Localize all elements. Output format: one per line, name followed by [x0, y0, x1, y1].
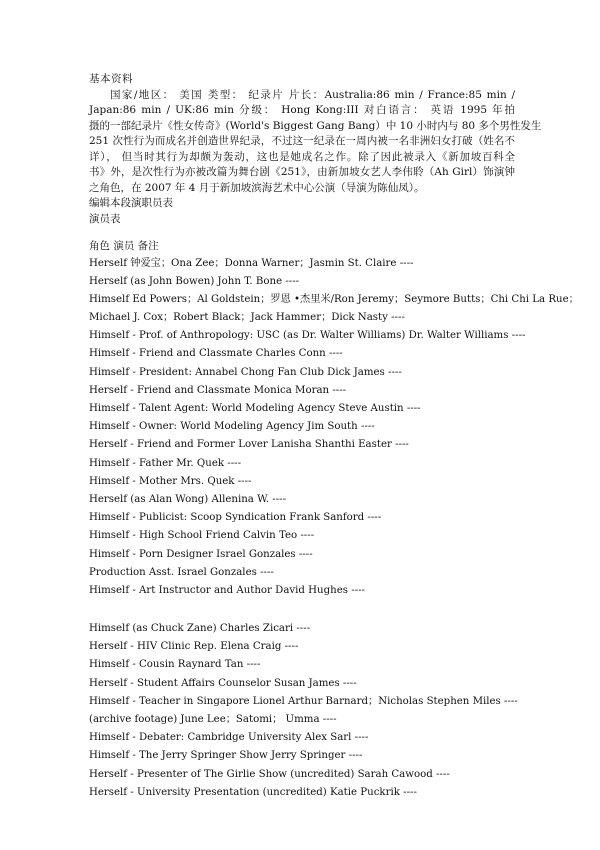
info-line: 摄的一部纪录片《性女传奇》(World's Biggest Gang Bang）中 10 小时内与 80 多个男性发生	[89, 119, 542, 132]
cast-row: Herself 钟爱宝；Ona Zee；Donna Warner；Jasmin St. Claire ----	[89, 257, 414, 269]
section-title: 基本资料	[89, 73, 133, 85]
cast-row: Himself - Debater: Cambridge University Alex Sarl ----	[89, 732, 369, 744]
cast-row: Himself - Teacher in Singapore Lionel Arthur Barnard；Nicholas Stephen Miles ----	[89, 695, 518, 707]
spacer	[89, 600, 515, 620]
cast-row: Herself - Friend and Classmate Monica Moran ----	[89, 384, 347, 396]
document-page	[89, 72, 579, 802]
cast-row: Himself - Publicist: Scoop Syndication Frank Sanford ----	[89, 512, 382, 524]
cast-row: Himself - Cousin Raynard Tan ----	[89, 659, 261, 671]
info-line: 详）， 但当时其行为却颇为轰动，这也是她成名之作。除了因此被录入《新加坡百科全	[89, 150, 515, 163]
cast-row: Himself - High School Friend Calvin Teo ----	[89, 530, 315, 542]
cast-row: Herself (as Alan Wong) Allenina W. ----	[89, 493, 287, 505]
cast-list-primary	[89, 255, 579, 601]
cast-row: Himself - Prof. of Anthropology: USC (as Dr. Walter Williams) Dr. Walter Williams ----	[89, 330, 526, 342]
info-paragraph	[89, 88, 542, 197]
cast-row: Michael J. Cox；Robert Black；Jack Hammer；Dick Nasty ----	[89, 312, 405, 324]
cast-row: Production Asst. Israel Gonzales ----	[89, 566, 274, 578]
cast-row: Herself - Student Affairs Counselor Susan James ----	[89, 677, 357, 689]
cast-row: Himself - The Jerry Springer Show Jerry Springer ----	[89, 750, 363, 762]
cast-row: Himself - Friend and Classmate Charles Conn ----	[89, 348, 343, 360]
cast-row: Herself - Friend and Former Lover Lanisha Shanthi Easter ----	[89, 439, 409, 451]
info-line: 251 次性行为而成名并创造世界纪录，不过这一纪录在一周内被一名非洲妇女打破（姓名不	[89, 135, 515, 147]
cast-row: Himself - Father Mr. Quek ----	[89, 457, 242, 469]
cast-title: 演员表	[89, 212, 121, 225]
cast-row: Himself - Art Instructor and Author David Hughes ----	[89, 584, 365, 596]
cast-row: Himself - Talent Agent: World Modeling Agency Steve Austin ----	[89, 403, 421, 414]
cast-row: (archive footage) June Lee；Satomi； Umma ----	[89, 714, 337, 725]
edit-section-link[interactable]: 编辑本段演职员表	[89, 197, 173, 209]
cast-row: Himself - Mother Mrs. Quek ----	[89, 475, 252, 487]
info-line: 之角色，在 2007 年 4 月于新加坡滨海艺术中心公演（导演为陈仙凤）。	[89, 181, 425, 194]
cast-row: Herself (as John Bowen) John T. Bone ----	[89, 275, 300, 287]
cast-row: Himself - Owner: World Modeling Agency Jim South ----	[89, 421, 375, 433]
spacer	[89, 227, 515, 239]
info-line: 国家/地区： 美国 类型： 纪录片 片长：Australia:86 min / France:85 min /	[110, 88, 515, 101]
cast-row: Himself - President: Annabel Chong Fan Club Dick James ----	[89, 366, 402, 378]
info-line: Japan:86 min / UK:86 min 分级： Hong Kong:III 对白语言： 英语 1995 年拍	[89, 104, 515, 116]
info-line: 书》外，是次性行为亦被改篇为舞台剧《251》，由新加坡女艺人李伟聆（Ah Girl）饰演钟	[89, 166, 515, 178]
cast-row: Herself - University Presentation (uncredited) Katie Puckrik ----	[89, 786, 417, 798]
cast-row: Herself - Presenter of The Girlie Show (uncredited) Sarah Cawood ----	[89, 768, 450, 780]
cast-row: Himself Ed Powers；Al Goldstein；罗恩 •杰里米/Ron Jeremy；Seymore Butts；Chi Chi La Rue；	[89, 293, 579, 305]
cast-row: Herself - HIV Clinic Rep. Elena Craig ----	[89, 641, 299, 653]
cast-row: Himself (as Chuck Zane) Charles Zicari ----	[89, 623, 311, 635]
cast-table-header: 角色 演员 备注	[89, 240, 159, 252]
cast-row: Himself - Porn Designer Israel Gonzales ----	[89, 548, 313, 560]
cast-list-secondary	[89, 620, 518, 802]
